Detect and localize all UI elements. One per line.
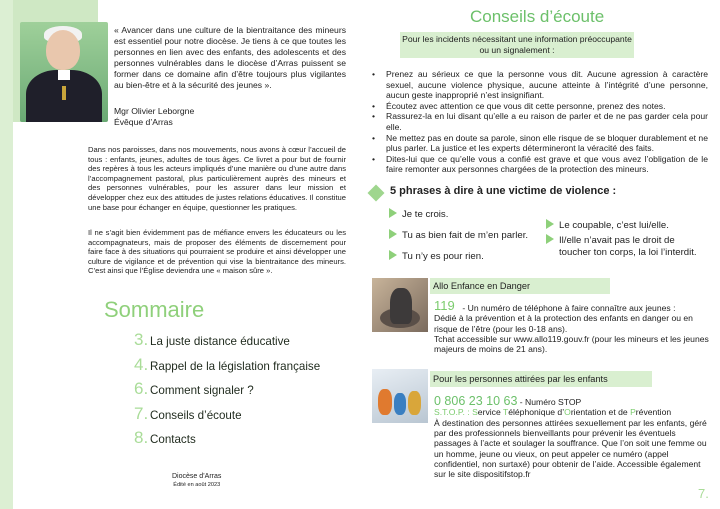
allo-line-1: - Un numéro de téléphone à faire connaître aux jeunes : xyxy=(460,303,676,313)
intro-paragraph-1: Dans nos paroisses, dans nos mouvements, nous avons à cœur l’accueil de tous : enfants, jeunes, adultes de tous âges. Ce livret a pour but de fournir des repères à tous les acteurs impliqués d’une manière ou d’une autre dans l’accompagnement pastoral, plus particulièrement auprès des mineurs et des personnes vulnérables, pour les assurer dans leur mission et développer chez eux des attitudes de justes relations éducatives. Il constitue une base pour échanger en équipe, questionner les pratiques. xyxy=(88,145,346,212)
phrase-text-continued: toucher ton corps, la loi l’interdit. xyxy=(559,246,697,258)
stop-description: À destination des personnes attirées sexuellement par les enfants, géré par des professionnels bienveillants pour prévenir les éventuels passages à l’acte et soulager la souffrance. Que l’on soit une femme ou un homme, jeune ou vieux, on peut appeler ce numéro (appel confidentiel, non surtaxé) pour obtenir de l’aide. Accessible également sur le site dispositifstop.fr xyxy=(434,418,707,480)
footer-edition: Édité en août 2023 xyxy=(173,482,221,488)
acronym-letter: O xyxy=(564,407,571,417)
toc-label: Conseils d’écoute xyxy=(150,408,242,422)
toc-label: Rappel de la législation française xyxy=(150,359,321,373)
signature-title: Évêque d’Arras xyxy=(114,117,173,127)
toc-item[interactable] xyxy=(134,355,354,380)
left-green-band xyxy=(0,0,13,509)
allo-phone-number: 119 xyxy=(434,298,455,313)
toc-label: La juste distance éducative xyxy=(150,335,290,348)
signature xyxy=(114,106,194,128)
bishop-photo xyxy=(20,22,108,122)
acronym-word: révention xyxy=(635,407,672,417)
list-item: • Dites-lui que ce qu’elle vous a confié est grave et que vous avez l’obligation de le faire remonter aux personnes chargées de la protection des mineurs. xyxy=(372,154,708,175)
toc-number: 4. xyxy=(134,354,149,374)
signature-name: Mgr Olivier Leborgne xyxy=(114,106,195,116)
list-item: • Écoutez avec attention ce que vous dit cette personne, prenez des notes. xyxy=(372,101,708,112)
list-item: • Ne mettez pas en doute sa parole, sinon elle risque de se bloquer durablement et ne plus parler. La justice et les experts détermineront la véracité des faits. xyxy=(372,133,708,154)
acronym-word: éléphonique d’ xyxy=(508,407,565,417)
page-title: Conseils d’écoute xyxy=(470,7,605,26)
allo-description xyxy=(434,303,714,354)
phrase-text: Je te crois. xyxy=(402,209,449,220)
phrase-3 xyxy=(389,250,484,263)
list-item: • Prenez au sérieux ce que la personne vous dit. Aucune agression à caractère sexuel, aucune violence physique, aucune atteinte à l’intégrité d’une personne, aucun geste inapproprié n’est insignifiant. xyxy=(372,69,708,101)
sommaire-title: Sommaire xyxy=(104,297,205,322)
diamond-icon xyxy=(368,185,385,202)
toc-item[interactable] xyxy=(134,330,354,355)
info-box: Pour les incidents nécessitant une information préoccupante ou un signalement : xyxy=(400,32,634,58)
acronym-letter: P xyxy=(630,407,636,417)
intro-paragraph-2: Il ne s’agit bien évidemment pas de méfiance envers les éducateurs ou les accompagnateurs, mais de proposer des éléments de discernement pour faire face à des situations qui pourraient se produire et ainsi développer une culture de vigilance et de prévention qui vise la bientraitance des mineurs. C’est ainsi que l’Église deviendra une « maison sûre ». xyxy=(88,228,346,276)
stop-phone-line xyxy=(434,394,581,408)
footer-diocese xyxy=(172,473,221,489)
acronym-letter: T xyxy=(502,407,509,417)
bishop-quote: « Avancer dans une culture de la bientraitance des mineurs est essentiel pour notre diocèse. Je tiens à ce que toutes les personnes en lien avec des enfants, des adolescents et des personnes vulnérables dans le diocèse d’Arras puissent se former dans ce domaine afin d’être toujours plus vigilantes au bien-être et à la sécurité des jeunes ». xyxy=(114,25,346,90)
phrase-1 xyxy=(389,208,448,221)
phrase-text: Le coupable, c’est lui/elle. xyxy=(559,220,669,231)
list-item: • Rassurez-la en lui disant qu’elle a eu raison de parler et de ne pas garder cela pour elle. xyxy=(372,111,708,132)
phrase-4 xyxy=(546,219,669,232)
arrow-right-icon xyxy=(389,250,397,260)
five-phrases-title: 5 phrases à dire à une victime de violence : xyxy=(390,185,617,197)
acronym-word: ervice xyxy=(477,407,503,417)
advice-list xyxy=(372,69,708,175)
table-of-contents xyxy=(134,330,354,453)
toc-number: 6. xyxy=(134,379,149,399)
arrow-right-icon xyxy=(546,234,554,244)
phrase-2 xyxy=(389,229,528,242)
toc-number: 3. xyxy=(134,330,149,349)
acronym-word: rientation et de xyxy=(570,407,631,417)
phrase-5 xyxy=(546,234,697,258)
acronym-letter: S xyxy=(472,407,478,417)
toc-item[interactable] xyxy=(134,428,354,453)
arrow-right-icon xyxy=(389,229,397,239)
stop-illustration xyxy=(372,369,428,423)
toc-number: 7. xyxy=(134,403,149,423)
arrow-right-icon xyxy=(389,208,397,218)
page-number: 7. xyxy=(698,486,709,501)
allo-line-2: Dédié à la prévention et à la protection des enfants en danger ou en risque de l’être (pour les 0-18 ans). xyxy=(434,313,693,334)
allo-line-3: Tchat accessible sur www.allo119.gouv.fr (pour les mineurs et les jeunes majeurs de moins de 21 ans). xyxy=(434,333,709,355)
stop-phone-number: 0 806 23 10 63 xyxy=(434,394,518,408)
stop-header: Pour les personnes attirées par les enfants xyxy=(430,371,652,387)
phrase-text: Tu as bien fait de m’en parler. xyxy=(402,230,529,241)
stop-acronym xyxy=(434,407,671,417)
arrow-right-icon xyxy=(546,219,554,229)
toc-item[interactable] xyxy=(134,379,354,404)
toc-label: Contacts xyxy=(150,433,196,447)
toc-item[interactable] xyxy=(134,404,354,429)
footer-diocese-name: Diocèse d’Arras xyxy=(172,473,222,480)
stop-number-label: - Numéro STOP xyxy=(517,397,582,407)
toc-number: 8. xyxy=(134,428,149,448)
allo-header: Allo Enfance en Danger xyxy=(430,278,610,294)
toc-label: Comment signaler ? xyxy=(150,384,254,398)
allo-illustration xyxy=(372,278,428,332)
stop-acronym-head: S.T.O.P. : xyxy=(434,407,473,417)
phrase-text: Il/elle n’avait pas le droit de xyxy=(559,235,675,246)
phrase-text: Tu n’y es pour rien. xyxy=(402,251,484,262)
